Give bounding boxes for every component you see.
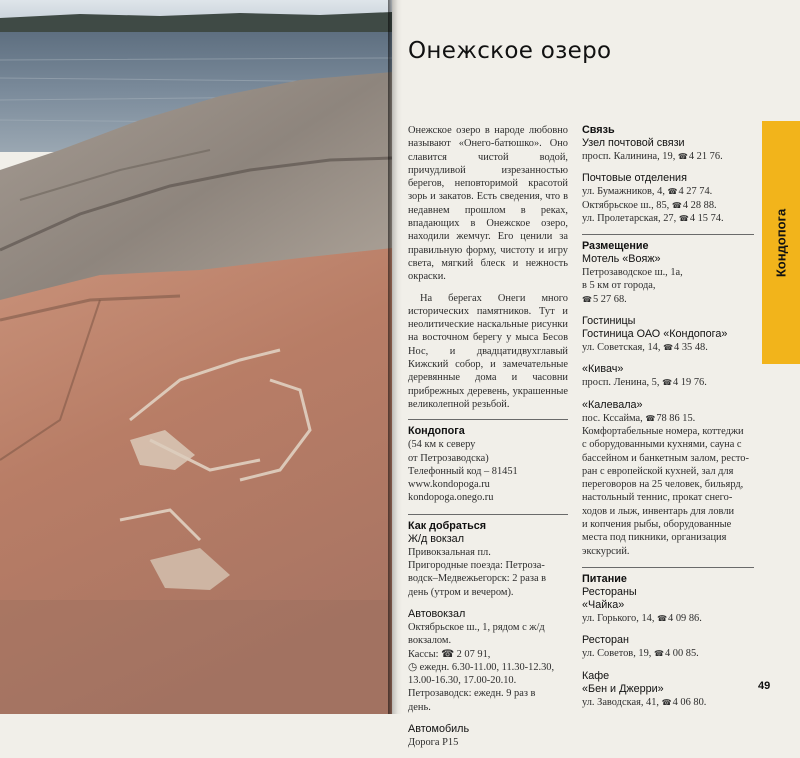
hotel-name: Гостиница ОАО «Кондопога» bbox=[582, 328, 728, 341]
kondopoga-heading: Кондопога bbox=[408, 425, 465, 438]
phone-icon bbox=[668, 186, 679, 197]
info-line: с оборудованными кухнями, сауна с bbox=[582, 439, 742, 451]
bus-heading: Автовокзал bbox=[408, 607, 466, 620]
info-line: ул. Бумажников, 4, ☎ 4 27 74. bbox=[582, 185, 754, 198]
phone-icon bbox=[678, 151, 689, 162]
phone-icon bbox=[662, 697, 673, 708]
info-line: день. bbox=[408, 701, 431, 713]
car-heading: Автомобиль bbox=[408, 722, 470, 735]
info-line: настольный теннис, прокат снего- bbox=[582, 492, 733, 504]
lake-rock-photo bbox=[0, 0, 392, 714]
phone-icon bbox=[662, 377, 673, 388]
info-line: (54 км к северу bbox=[408, 439, 476, 451]
info-line: от Петрозаводска) bbox=[408, 452, 489, 464]
clock-icon: ◷ bbox=[408, 661, 420, 673]
info-line: ходов и лыж, инвентарь для ловли bbox=[582, 505, 735, 517]
motel-name: Мотель «Вояж» bbox=[582, 253, 661, 266]
info-line: экскурсий. bbox=[582, 545, 630, 557]
phone-icon bbox=[672, 200, 683, 211]
phone-icon bbox=[582, 294, 593, 305]
website-link-1[interactable]: www.kondopoga.ru bbox=[408, 479, 490, 491]
restaurants-label: Рестораны bbox=[582, 585, 637, 598]
info-line: Петрозаводск: ежедн. 9 раз в bbox=[408, 688, 536, 700]
info-line: бассейном и банкетным залом, ресто- bbox=[582, 452, 749, 464]
info-line: Дорога Р15 bbox=[408, 736, 459, 748]
info-line: Комфортабельные номера, коттеджи bbox=[582, 425, 744, 437]
phone-icon bbox=[654, 648, 665, 659]
rail-station-label: Ж/д вокзал bbox=[408, 532, 464, 545]
restaurant-label: Ресторан bbox=[582, 634, 629, 647]
info-line: Октябрьское ш., 1, рядом с ж/д bbox=[408, 621, 545, 633]
car-route bbox=[408, 723, 568, 749]
info-line: места под пикники, организация bbox=[582, 532, 727, 544]
info-line: переговоров на 25 человек, бильярд, bbox=[582, 479, 744, 491]
info-line: ул. Пролетарская, 27, ☎ 4 15 74. bbox=[582, 212, 754, 225]
side-tab-label: Кондопога bbox=[773, 208, 789, 277]
petroglyph-rock-image bbox=[0, 0, 392, 714]
post-offices-section bbox=[582, 172, 754, 225]
food-section bbox=[582, 573, 754, 625]
section-divider bbox=[408, 514, 568, 515]
hotel-name: «Калевала» bbox=[582, 398, 643, 411]
post-offices-heading: Почтовые отделения bbox=[582, 172, 687, 185]
section-divider bbox=[582, 567, 754, 568]
info-line: ул. Советская, 14, ☎ 4 35 48. bbox=[582, 341, 754, 354]
hotel-name: «Кивач» bbox=[582, 363, 624, 376]
info-line: Петрозаводское ш., 1а, bbox=[582, 267, 683, 279]
info-line: Октябрьское ш., 85, ☎ 4 28 88. bbox=[582, 199, 754, 212]
info-line: ран с европейской кухней, зал для bbox=[582, 465, 734, 477]
hotels-section bbox=[582, 315, 754, 354]
phone-icon bbox=[679, 213, 690, 224]
info-line: просп. Калинина, 19, ☎ 4 21 76. bbox=[582, 150, 754, 163]
info-line: ул. Горького, 14, ☎ 4 09 86. bbox=[582, 612, 754, 625]
hotel-kivach bbox=[582, 363, 754, 389]
left-column bbox=[408, 124, 568, 758]
info-line: водск–Медвежьегорск: 2 раза в bbox=[408, 573, 547, 585]
accommodation-heading: Размещение bbox=[582, 240, 649, 253]
info-line: день (утром и вечером). bbox=[408, 586, 514, 598]
info-line: Телефонный код – 81451 bbox=[408, 465, 518, 477]
info-line: пос. Кссайма, ☎ 78 86 15. bbox=[582, 412, 754, 425]
info-line: ул. Заводская, 41, ☎ 4 06 80. bbox=[582, 696, 754, 709]
communication-section bbox=[582, 124, 754, 163]
hotels-heading: Гостиницы bbox=[582, 315, 636, 328]
phone-icon bbox=[657, 613, 668, 624]
intro-paragraph-1: Онежское озеро в народе любовно называют «Онего-батюшко». Оно славится чистой водой, причудливой изрезанностью берегов, неповторимой красотой зорь и закатов. Есть сведения, что в недавнем прошлом в реках, впадающих в Онежское озеро, находили жемчуг. Его ценили за правильную форму, чистоту и игру света, мягкий блеск и нежность окраски. bbox=[408, 125, 568, 283]
food-heading: Питание bbox=[582, 572, 627, 585]
kondopoga-info bbox=[408, 425, 568, 504]
guide-page bbox=[398, 0, 800, 748]
accommodation-section bbox=[582, 240, 754, 306]
info-line: Привокзальная пл. bbox=[408, 546, 491, 558]
section-divider bbox=[408, 419, 568, 420]
page-title: Онежское озеро bbox=[408, 38, 612, 64]
page-number: 49 bbox=[758, 680, 771, 692]
info-line: вокзалом. bbox=[408, 635, 452, 647]
info-line: в 5 км от города, bbox=[582, 280, 656, 292]
getting-heading: Как добраться bbox=[408, 519, 487, 532]
cafe-section bbox=[582, 670, 754, 709]
info-line: Пригородные поезда: Петроза- bbox=[408, 560, 545, 572]
info-line: и копчения рыбы, оборудованные bbox=[582, 519, 732, 531]
bus-station bbox=[408, 608, 568, 714]
info-line: ☎ 5 27 68. bbox=[582, 293, 754, 306]
info-line: ул. Советов, 19, ☎ 4 00 85. bbox=[582, 647, 754, 660]
cafe-name: «Бен и Джерри» bbox=[582, 682, 664, 695]
phone-icon bbox=[663, 342, 674, 353]
info-line: просп. Ленина, 5, ☎ 4 19 76. bbox=[582, 376, 754, 389]
section-divider bbox=[582, 234, 754, 235]
restaurant-name: «Чайка» bbox=[582, 598, 625, 611]
info-line: ◷ ежедн. 6.30-11.00, 11.30-12.30, bbox=[408, 661, 555, 673]
getting-there bbox=[408, 520, 568, 599]
right-column bbox=[582, 124, 754, 718]
phone-icon bbox=[645, 413, 656, 424]
cafe-label: Кафе bbox=[582, 669, 610, 682]
post-node-label: Узел почтовой связи bbox=[582, 137, 685, 149]
section-side-tab bbox=[762, 121, 800, 364]
info-line: Кассы: ☎ 2 07 91, bbox=[408, 648, 491, 660]
intro-paragraph-2: На берегах Онеги много исторических памятников. Тут и неолитические наскальные рисунки на восточном берегу у мыса Бесов Нос, и двадцатидвухглавый Кижский собор, и замечательные деревянные дома и часовни прибрежных деревень, украшенные великолепной резьбой. bbox=[408, 292, 568, 410]
hotel-kalevala bbox=[582, 399, 754, 558]
communication-heading: Связь bbox=[582, 124, 615, 136]
website-link-2[interactable]: kondopoga.onego.ru bbox=[408, 492, 494, 504]
restaurant-2 bbox=[582, 634, 754, 660]
info-line: 13.00-16.30, 17.00-20.10. bbox=[408, 675, 517, 687]
